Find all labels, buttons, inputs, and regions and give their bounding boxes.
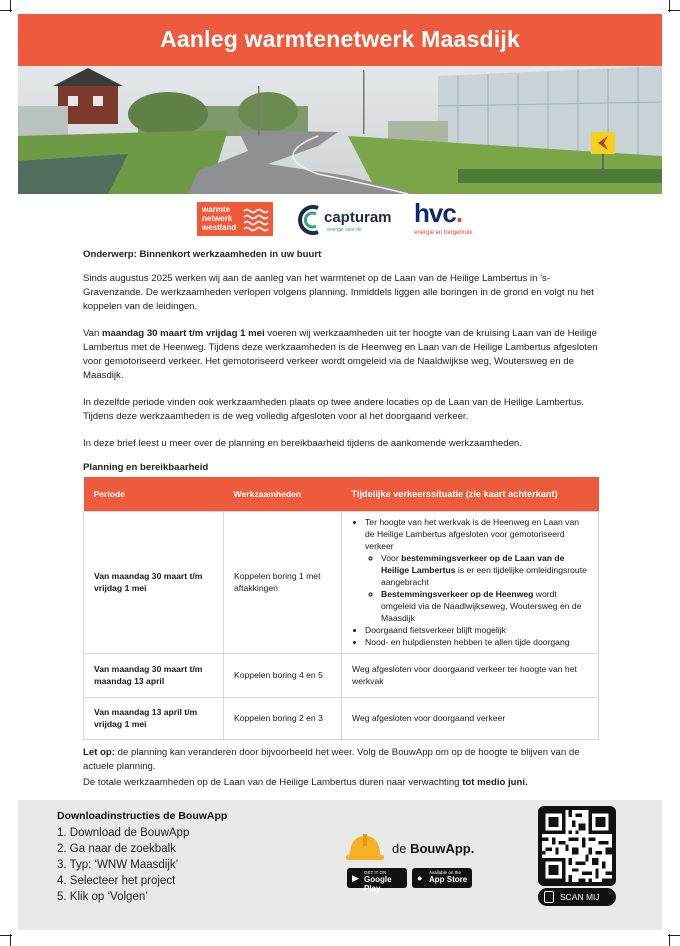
paragraph: Sinds augustus 2025 werken wij aan de aanleg van het warmtenet op de Laan van de Heilige Lambertus in ’s-Gravenzande. De werkzaamheden verlopen volgens planning. Inmiddels liggen alle boringen in de grond en volgt nu het koppelen van de leidingen.	[83, 273, 594, 312]
logo-text: energie voor de	[327, 227, 362, 233]
list-item: 1. Download de BouwApp	[57, 827, 190, 839]
crop-mark	[10, 934, 11, 946]
capturam-mark-icon	[296, 202, 326, 238]
logo-text: hvc.	[414, 198, 463, 228]
badge-text: GET IT ON	[364, 870, 387, 875]
situation-cell	[342, 511, 599, 653]
download-steps	[57, 825, 189, 905]
partner-logos	[0, 200, 680, 244]
apple-icon: ●	[417, 873, 423, 883]
logo-text: capturam	[324, 209, 392, 226]
period-cell: Van maandag 30 maart t/m maandag 13 april	[84, 653, 224, 697]
logo-text: warmte	[202, 205, 231, 214]
planning-table	[83, 477, 599, 740]
warmtenetwerk-westland-logo	[197, 202, 273, 236]
scan-me-label	[538, 888, 616, 906]
hard-hat-icon	[346, 832, 384, 862]
page-title: Aanleg warmtenetwerk Maasdijk	[160, 26, 520, 52]
situation-cell: Weg afgesloten voor doorgaand verkeer	[342, 697, 599, 739]
paragraph: In deze brief leest u meer over de planning en bereikbaarheid tijdens de aankomende werkzaamheden.	[83, 438, 522, 449]
bouwapp-logo	[346, 832, 476, 866]
road-greenhouse-photo-icon	[18, 66, 662, 194]
list-item: • Nood- en hulpdiensten hebben te allen tijde doorgang	[365, 636, 588, 648]
column-header: Werkzaamheden	[224, 477, 342, 511]
crop-mark	[10, 0, 11, 12]
table-row	[84, 697, 599, 739]
period-cell: Van maandag 13 april t/m vrijdag 1 mei	[84, 697, 224, 739]
work-cell: Koppelen boring 4 en 5	[224, 653, 342, 697]
hvc-logo	[412, 200, 492, 240]
work-cell: Koppelen boring 2 en 3	[224, 697, 342, 739]
download-title: Downloadinstructies de BouwApp	[57, 810, 228, 822]
logo-text: westland	[202, 223, 237, 232]
logo-text: de BouwApp.	[392, 841, 475, 856]
qr-code[interactable]	[538, 806, 616, 886]
google-play-badge[interactable]	[347, 868, 407, 893]
column-header: Periode	[84, 477, 224, 511]
qr-code-icon	[542, 810, 612, 882]
table-row	[84, 653, 599, 697]
list-item: ◦ Bestemmingsverkeer op de Heenweg wordt omgeleid via de Naadlwijkseweg, Woutersweg en de Maasdijk	[381, 588, 588, 624]
list-item: 2. Ga naar de zoekbalk	[57, 843, 176, 855]
work-cell: Koppelen boring 1 met aftakkingen	[224, 511, 342, 653]
table-header-row	[84, 477, 599, 511]
header-banner	[18, 14, 662, 66]
badge-text: Available on the	[429, 870, 461, 875]
list-item: 5. Klik op ‘Volgen’	[57, 891, 148, 903]
crop-mark	[669, 934, 670, 946]
header-photo	[18, 66, 662, 194]
list-item: 4. Selecteer het project	[57, 875, 176, 887]
paragraph: Van maandag 30 maart t/m vrijdag 1 mei voeren wij werkzaamheden uit ter hoogte van de kruising Laan van de Heilige Lambertus met de Heenweg. Tijdens deze werkzaamheden is de Heenweg en Laan van de Heilige Lambertus afgesloten voor gemotoriseerd verkeer. Het gemotoriseerd verkeer wordt omgeleid via de Naaldwijkse weg, Woutersweg en de Maasdijk.	[83, 328, 598, 381]
waves-icon	[243, 206, 269, 232]
play-icon: ▶	[352, 873, 359, 883]
list-item: • Doorgaand fietsverkeer blijft mogelijk	[365, 624, 588, 636]
duration-note: De totale werkzaamheden op de Laan van de Heilige Lambertus duren naar verwachting tot medio juni.	[83, 777, 528, 788]
badge-text: Google Play	[364, 875, 392, 893]
table-row	[84, 511, 599, 653]
logo-text: netwerk	[202, 214, 233, 223]
letter-subject: Onderwerp: Binnenkort werkzaamheden in uw buurt	[83, 249, 322, 260]
column-header: Tijdelijke verkeerssituatie (zie kaart achterkant)	[342, 477, 599, 511]
situation-cell: Weg afgesloten voor doorgaand verkeer ter hoogte van het werkvak	[342, 653, 599, 697]
paragraph: In dezelfde periode vinden ook werkzaamheden plaats op twee andere locaties op de Laan van de Heilige Lambertus. Tijdens deze werkzaamheden is de weg volledig afgesloten voor al het doorgaand verkeer.	[83, 397, 584, 422]
badge-text: App Store	[429, 875, 468, 884]
planning-note: Let op: de planning kan veranderen door bijvoorbeeld het weer. Volg de BouwApp om op de hoogte te blijven van de actuele planning.	[83, 747, 580, 772]
scan-text: SCAN MIJ	[560, 892, 600, 902]
crop-mark	[669, 0, 670, 12]
period-cell: Van maandag 30 maart t/m vrijdag 1 mei	[84, 511, 224, 653]
app-store-badge[interactable]	[412, 868, 472, 888]
list-item: • Ter hoogte van het werkvak is de Heenweg en Laan van de Heilige Lambertus afgesloten voor gemotoriseerd verkeer ◦ Voor bestemmingsverkeer op de Laan van de Heilige Lambertus is er een tijdelijke omleidingsroute aangebracht ◦ Bestemmingsverkeer op de Heenweg wordt omgeleid via de Naadlwijkseweg, Woutersweg en de Maasdijk	[365, 516, 588, 624]
download-instructions-panel	[18, 800, 662, 930]
capturam-logo	[296, 200, 392, 240]
list-item: ◦ Voor bestemmingsverkeer op de Laan van de Heilige Lambertus is er een tijdelijke omleidingsroute aangebracht	[381, 552, 588, 588]
section-heading: Planning en bereikbaarheid	[83, 462, 209, 473]
logo-text: energie en hergebruik	[414, 230, 473, 236]
list-item: 3. Typ: ‘WNW Maasdijk’	[57, 859, 179, 871]
phone-icon	[544, 891, 554, 903]
